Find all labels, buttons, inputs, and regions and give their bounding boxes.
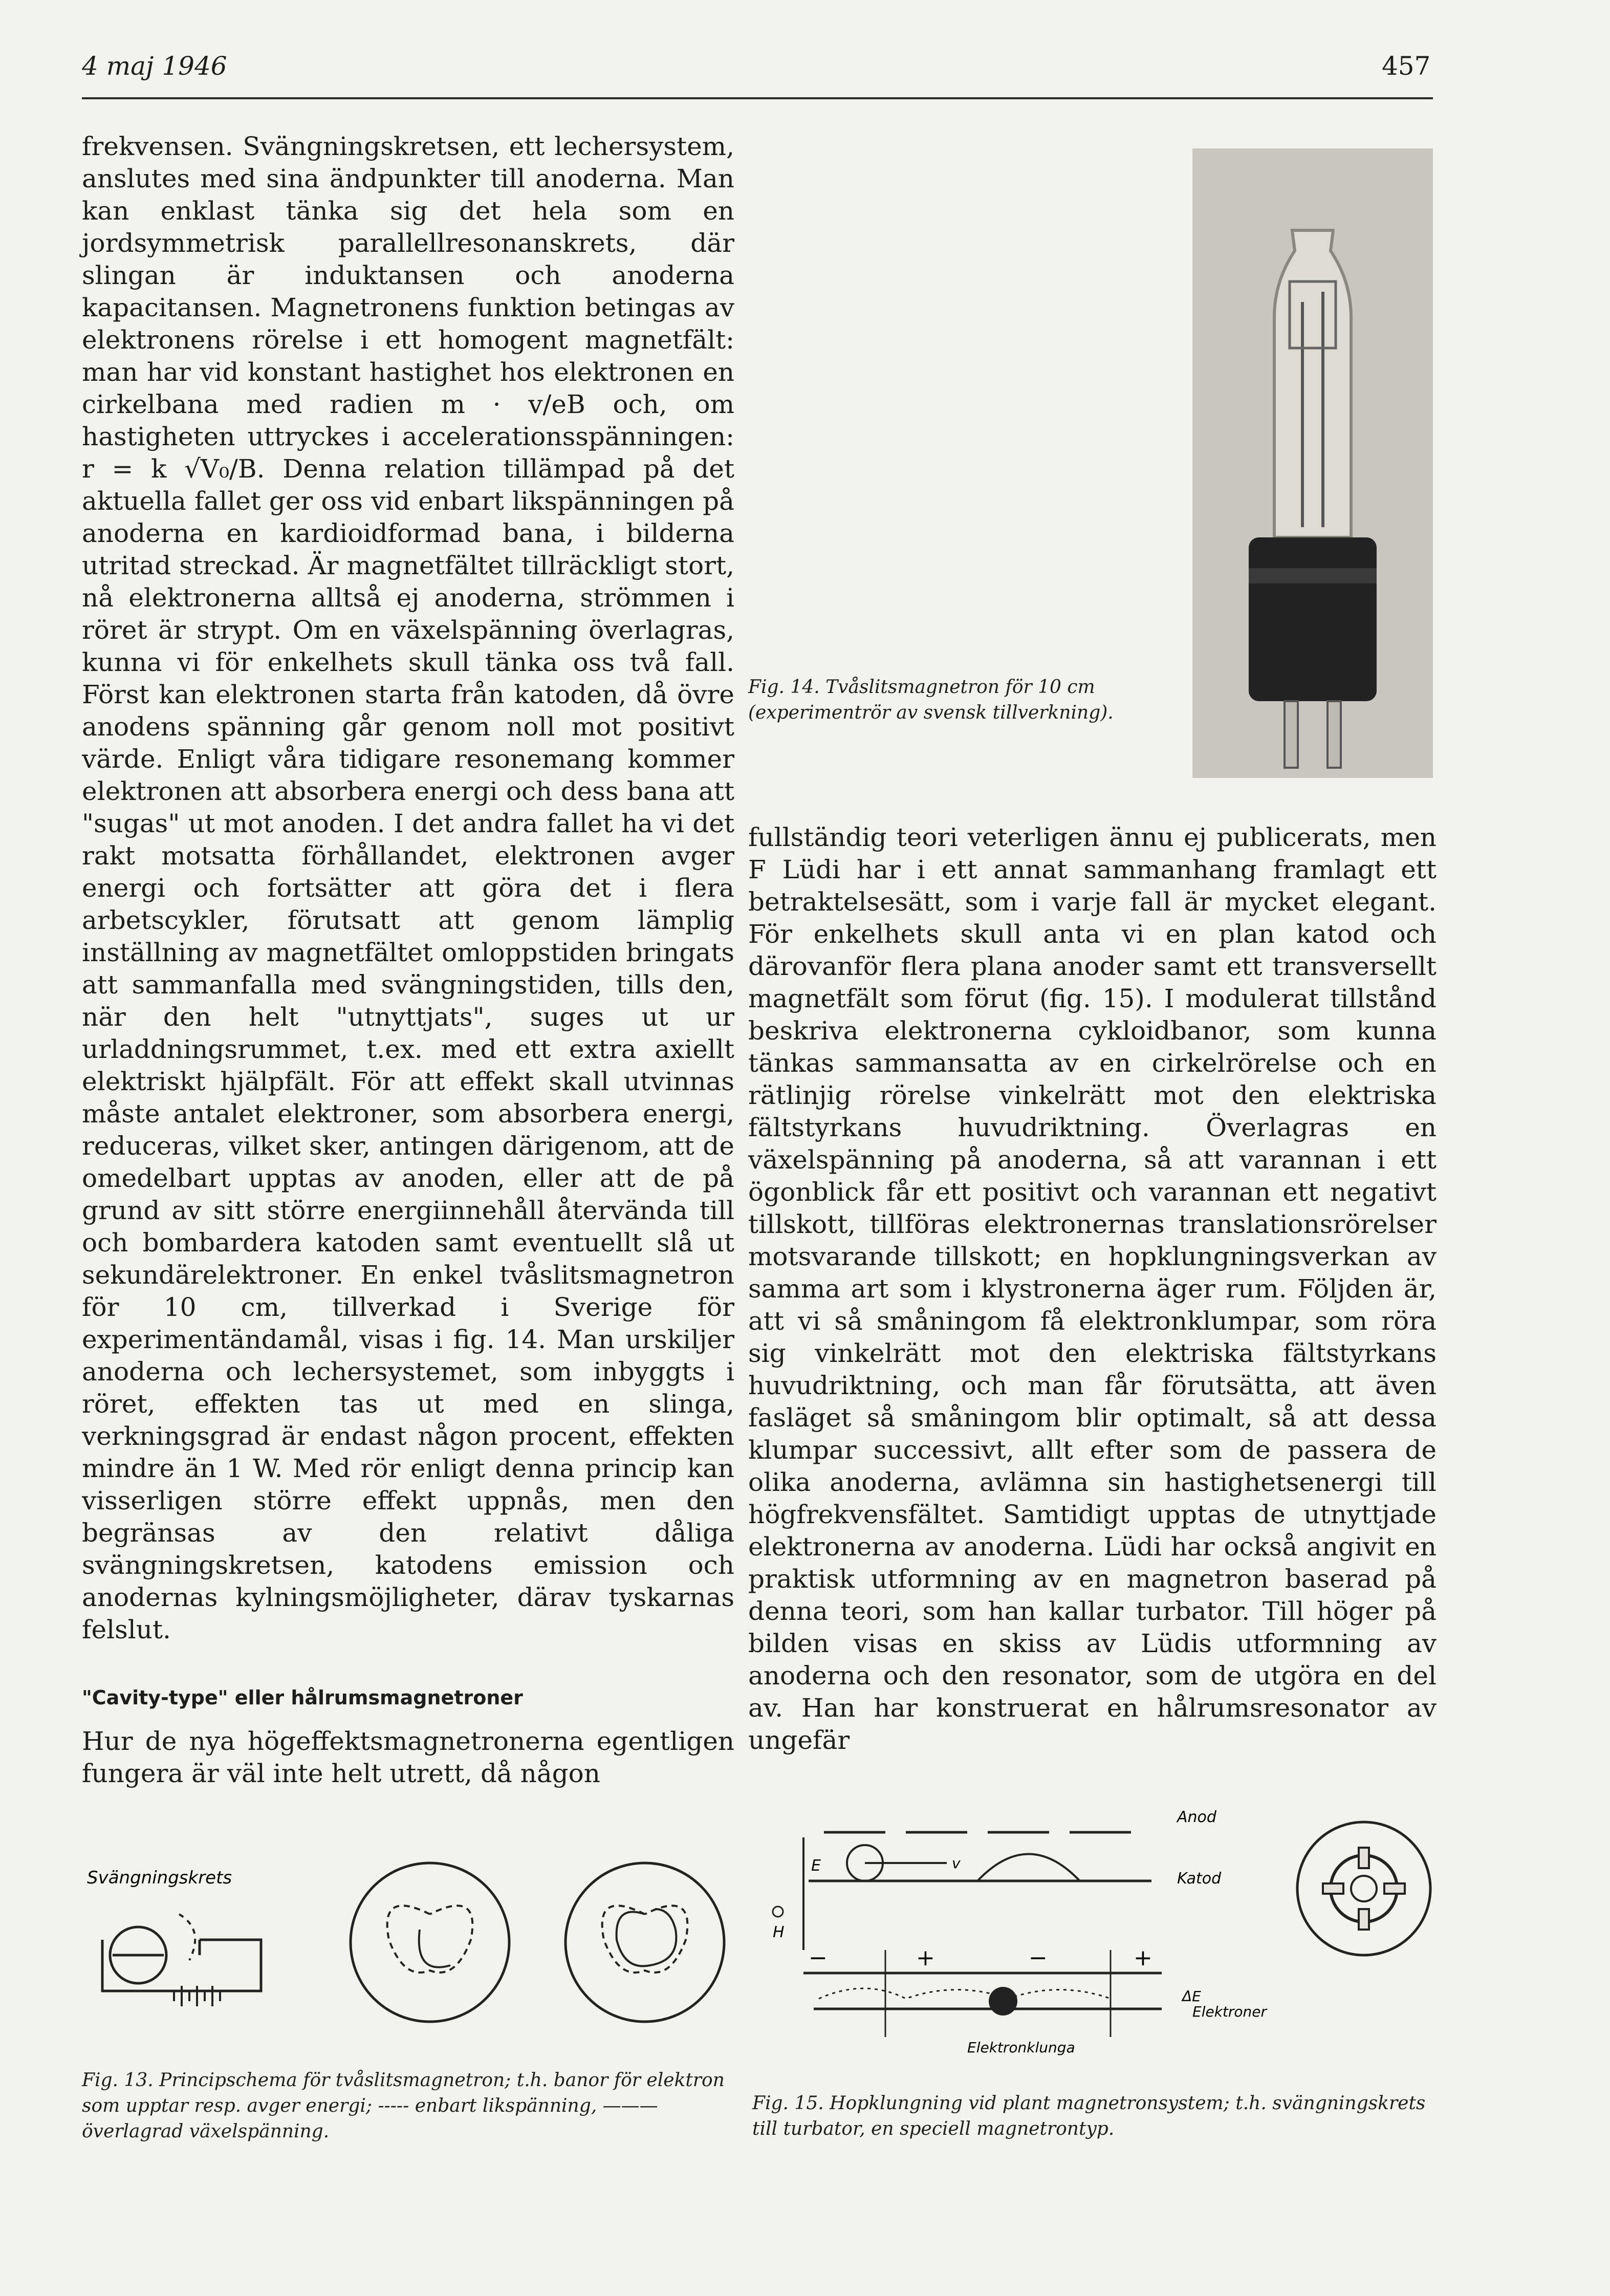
fig14-photo [1192,148,1433,778]
fig15-label-v: v [952,1855,961,1872]
right-paragraph: fullständig teori veterligen ännu ej publicerats, men F Lüdi har i ett annat sammanhang framlagt ett betraktelsesätt, som i varje fall är mycket elegant. För enkelhets skull anta vi en plan katod och därovanför flera plana anoder samt ett transversellt magnetfält som förut (fig. 15). I modulerat tillstånd beskriva elektronerna cykloidbanor, som kunna tänkas sammansatta av en cirkelrörelse och en rätlinjig rörelse vinkelrätt mot den elektriska fältstyrkans huvudriktning. Överlagras en växelspänning på anoderna, så att varannan i ett ögonblick får ett positivt och varannan ett negativt tillskott, tillföras elektronernas translationsrörelser motsvarande tillskott; en hopklungningsverkan av samma art som i klystronerna äger rum. Följden är, att vi så småningom få elektronklumpar, som röra sig vinkelrätt mot den elektriska fältstyrkans huvudriktning, och man får förutsätta, att även fasläget så småningom blir optimalt, så att dessa klumpar successivt, allt efter som de passera de olika anoderna, avlämna sin hastighetsenergi till högfrekvensfältet. Samtidigt upptas de utnyttjade elektronerna av anoderna. Lüdi har också angivit en praktisk utformning av en magnetron baserad på denna teori, som han kallar turbator. Till höger på bilden visas en skiss av Lüdis utformning av anoderna och den resonator, som de utgöra en del av. Han har konstruerat en hålrumsresonator av ungefär [748,822,1437,1755]
fig15-caption: Fig. 15. Hopklungning vid plant magnetronsystem; t.h. svängningskrets till turbator, en speciell magnetrontyp. [752,2093,1426,2139]
fig15-label-klunga: Elektronklunga [967,2039,1075,2056]
header-rule [82,97,1433,99]
vacuum-tube-image [1192,148,1433,778]
fig15-label-elektroner: Elektroner [1192,2003,1267,2020]
fig13-diagram [82,1853,742,2068]
issue-date: 4 maj 1946 [82,51,227,81]
fig15-label-de: ΔE [1182,1988,1201,2005]
section-heading: "Cavity-type" eller hålrumsmagnetroner [82,1686,523,1709]
fig15-sign-3: − [1029,1945,1048,1971]
fig14-caption: Fig. 14. Tvåslitsmagnetron för 10 cm (experimentrör av svensk tillverkning). [748,677,1114,723]
fig15-label-e: E [811,1857,821,1875]
fig15-diagram [752,1807,1438,2088]
fig15-sign-4: + [1134,1945,1152,1971]
fig13-label: Svängningskrets [87,1868,232,1888]
right-column [748,821,1437,1757]
fig15-sign-1: − [809,1945,828,1971]
page-number: 457 [1382,51,1431,81]
left-paragraph-1: frekvensen. Svängningskretsen, ett lechersystem, anslutes med sina ändpunkter till anoderna. Man kan enklast tänka sig det hela som en jordsymmetrisk parallellresonanskrets, där slingan är induktansen och anoderna kapacitansen. Magnetronens funktion betingas av elektronens rörelse i ett homogent magnetfält: man har vid konstant hastighet hos elektronen en cirkelbana med radien m · v/eB och, om hastigheten uttryckes i accelerationsspänningen: r = k √V₀/B. Denna relation tillämpad på det aktuella fallet ger oss vid enbart likspänningen på anoderna en kardioidformad bana, i bilderna utritad streckad. Är magnetfältet tillräckligt stort, nå elektronerna alltså ej anoderna, strömmen i röret är strypt. Om en växelspänning överlagras, kunna vi för enkelhets skull tänka oss två fall. Först kan elektronen starta från katoden, då övre anodens spänning går genom noll mot positivt värde. Enligt våra tidigare resonemang kommer elektronen att absorbera energi och dess bana att "sugas" ut mot anoden. I det andra fallet ha vi det rakt motsatta förhållandet, elektronen avger energi och fortsätter att göra det i flera arbetscykler, förutsatt att genom lämplig inställning av magnetfältet omloppstiden bringats att sammanfalla med svängningstiden, tills den, när den helt "utnyttjats", suges ut ur urladdningsrummet, t.ex. med ett extra axiellt elektriskt hjälpfält. För att effekt skall utvinnas måste antalet elektroner, som absorbera energi, reduceras, vilket sker, antingen därigenom, att de omedelbart upptas av anoden, eller att de på grund av sitt större energiinnehåll återvända till och bombardera katoden samt eventuellt slå ut sekundärelektroner. En enkel tvåslitsmagnetron för 10 cm, tillverkad i Sverige för experimentändamål, visas i fig. 14. Man urskiljer anoderna och lechersystemet, som inbyggts i röret, effekten tas ut med en slinga, verkningsgrad är endast någon procent, effekten mindre än 1 W. Med rör enligt denna princip kan visserligen större effekt uppnås, men den begränsas av den relativt dåliga svängningskretsen, katodens emission och anodernas kylningsmöjligheter, därav tyskarnas felslut. [82,132,734,1644]
left-column [82,131,734,1790]
fig15-label-katod: Katod [1177,1870,1222,1888]
left-paragraph-2: Hur de nya högeffektsmagnetronerna egentligen fungera är väl inte helt utrett, då någon [82,1726,734,1788]
fig15-sign-2: + [916,1945,935,1971]
fig15-label-h: H [773,1923,785,1941]
fig15-label-anod: Anod [1177,1808,1216,1826]
fig13-caption: Fig. 13. Principschema för tvåslitsmagnetron; t.h. banor för elektron som upptar resp. avger energi; ----- enbart likspänning, ——— överlagrad växelspänning. [82,2070,725,2142]
